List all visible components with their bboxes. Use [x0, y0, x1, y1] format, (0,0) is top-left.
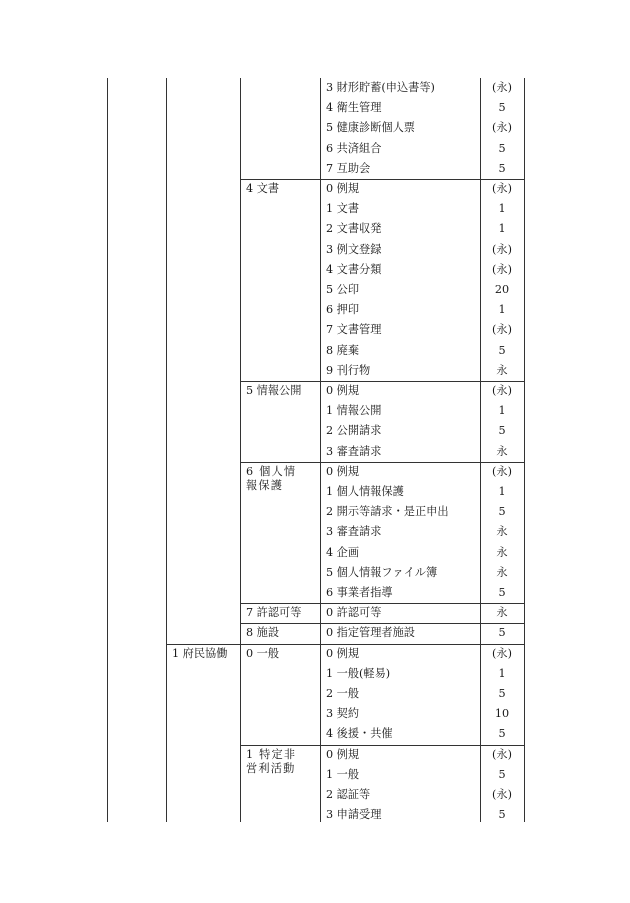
- subcategory-label: 1 特定非営利活動: [246, 747, 297, 775]
- retention-value: 永: [496, 545, 508, 559]
- retention-value: 5: [498, 343, 506, 357]
- column-rule: [107, 78, 108, 822]
- retention-value: 永: [496, 525, 508, 539]
- group-divider: [240, 745, 525, 746]
- item-label: 3 例文登録: [326, 242, 382, 256]
- retention-value: (永): [492, 242, 512, 256]
- item-label: 8 廃棄: [326, 343, 360, 357]
- retention-value: (永): [492, 262, 512, 276]
- retention-value: (永): [492, 464, 512, 478]
- item-label: 4 衛生管理: [326, 101, 382, 115]
- item-label: 4 文書分類: [326, 262, 382, 276]
- retention-value: 1: [498, 222, 506, 236]
- retention-value: 永: [496, 565, 508, 579]
- item-label: 0 例規: [326, 464, 360, 478]
- retention-value: 1: [498, 485, 506, 498]
- item-label: 0 許認可等: [326, 606, 382, 620]
- retention-value: 1: [498, 303, 506, 317]
- retention-value: (永): [492, 81, 512, 94]
- item-label: 5 個人情報ファイル簿: [326, 565, 438, 579]
- item-label: 1 個人情報保護: [326, 485, 404, 498]
- column-rule: [320, 78, 321, 822]
- subcategory-label: 4 文書: [246, 182, 280, 195]
- retention-value: 永: [496, 606, 508, 620]
- item-label: 3 申請受理: [326, 808, 382, 822]
- item-label: 1 一般(軽易): [326, 666, 391, 680]
- column-rule: [166, 78, 167, 822]
- retention-value: 20: [494, 283, 510, 296]
- retention-value: 5: [498, 586, 506, 599]
- group-divider: [240, 381, 525, 382]
- retention-value: 5: [498, 101, 506, 115]
- item-label: 0 例規: [326, 182, 360, 195]
- item-label: 6 事業者指導: [326, 586, 393, 599]
- category-label: 1 府民協働: [172, 646, 228, 660]
- subcategory-label: 7 許認可等: [246, 606, 302, 620]
- subcategory-label: 8 施設: [246, 626, 280, 640]
- item-label: 0 例規: [326, 646, 360, 660]
- item-label: 1 文書: [326, 202, 360, 216]
- retention-value: (永): [492, 182, 512, 195]
- item-label: 1 一般: [326, 767, 360, 781]
- retention-value: 5: [498, 808, 506, 822]
- retention-value: 1: [498, 404, 506, 418]
- retention-value: 永: [496, 363, 508, 377]
- retention-value: 1: [498, 202, 506, 216]
- item-label: 6 共済組合: [326, 141, 382, 155]
- item-label: 2 開示等請求・是正申出: [326, 505, 449, 519]
- retention-value: 5: [498, 767, 506, 781]
- retention-value: (永): [492, 384, 512, 397]
- item-label: 5 公印: [326, 283, 360, 296]
- item-label: 3 審査請求: [326, 525, 382, 539]
- item-label: 6 押印: [326, 303, 360, 317]
- subcategory-label: 6 個人情報保護: [246, 464, 297, 492]
- item-label: 2 公開請求: [326, 424, 382, 438]
- item-label: 9 刊行物: [326, 363, 371, 377]
- item-label: 2 認証等: [326, 788, 371, 801]
- retention-value: 1: [498, 666, 506, 680]
- group-divider: [240, 462, 525, 463]
- retention-value: 5: [498, 505, 506, 519]
- item-label: 3 財形貯蓄(申込書等): [326, 81, 435, 94]
- item-label: 3 契約: [326, 707, 360, 721]
- item-label: 0 例規: [326, 747, 360, 761]
- item-label: 4 後援・共催: [326, 727, 393, 741]
- item-label: 3 審査請求: [326, 444, 382, 458]
- retention-value: 5: [498, 424, 506, 438]
- subcategory-label: 5 情報公開: [246, 384, 302, 397]
- item-label: 7 互助会: [326, 161, 371, 175]
- retention-value: 5: [498, 161, 506, 175]
- retention-value: 5: [498, 727, 506, 741]
- item-label: 0 例規: [326, 384, 360, 397]
- retention-value: 10: [494, 707, 510, 721]
- retention-value: (永): [492, 323, 512, 337]
- retention-value: 5: [498, 626, 506, 640]
- group-divider: [240, 179, 525, 180]
- item-label: 5 健康診断個人票: [326, 121, 415, 135]
- column-rule: [240, 78, 241, 822]
- group-divider: [166, 644, 525, 645]
- retention-value: (永): [492, 121, 512, 135]
- item-label: 7 文書管理: [326, 323, 382, 337]
- retention-value: 5: [498, 687, 506, 700]
- retention-value: (永): [492, 747, 512, 761]
- retention-value: (永): [492, 646, 512, 660]
- retention-value: (永): [492, 788, 512, 801]
- group-divider: [240, 603, 525, 604]
- item-label: 1 情報公開: [326, 404, 382, 418]
- subcategory-label: 0 一般: [246, 646, 280, 660]
- item-label: 2 文書収発: [326, 222, 382, 236]
- item-label: 4 企画: [326, 545, 360, 559]
- retention-value: 永: [496, 444, 508, 458]
- item-label: 2 一般: [326, 687, 360, 700]
- group-divider: [240, 623, 525, 624]
- item-label: 0 指定管理者施設: [326, 626, 415, 640]
- retention-value: 5: [498, 141, 506, 155]
